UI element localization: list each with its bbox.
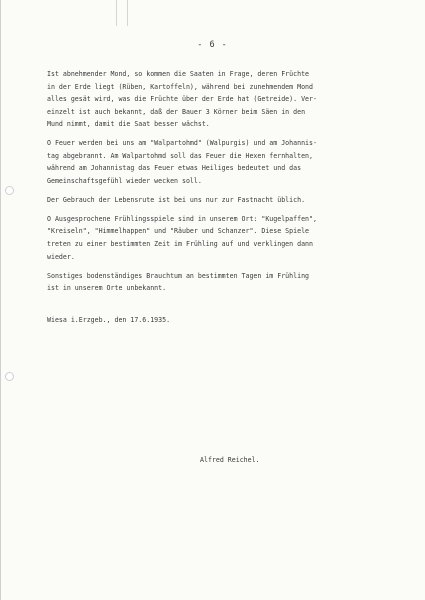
text-line: O Feuer werden bei uns am "Walpartohmd" (Walpurgis) und am Johannis- [47,139,317,148]
page-number: - 6 - [197,40,228,50]
document-body [47,68,387,333]
fold-mark-right [127,0,128,26]
paragraph-lebensrute [47,194,387,207]
page-left-edge [0,0,1,600]
text-line: tag abgebrannt. Am Walpartohmd soll das Feuer die Hexen fernhalten, [47,151,313,160]
fold-mark-left [116,0,117,26]
text-line: Gemeinschaftsgefühl wieder wecken soll. [47,177,202,186]
text-line: ist in unserem Orte unbekannt. [47,284,167,293]
text-line: in der Erde liegt (Rüben, Kartoffeln), während bei zunehmendem Mond [47,82,313,91]
text-line: Ist abnehmender Mond, so kommen die Saaten in Frage, deren Früchte [47,70,310,78]
text-line: alles gesät wird, was die Früchte über der Erde hat (Getreide). Ver- [47,95,317,104]
text-line: während am Johannistag das Feuer etwas Heiliges bedeutet und das [47,164,302,173]
text-line: Mund nimmt, damit die Saat besser wächst. [47,120,210,129]
paragraph-moon-sowing [47,68,387,131]
paragraph-spring-games [47,213,387,263]
text-line: O Ausgesprochene Frühlingsspiele sind in unserem Ort: "Kugelpaffen", [47,214,317,223]
place-date: Wiesa i.Erzgeb., den 17.6.1935. [47,315,171,324]
paragraph-customs [47,270,387,295]
text-line: einzelt ist auch bekannt, daß der Bauer 3 Körner beim Säen in den [47,107,306,116]
paragraph-fires [47,137,387,187]
punch-hole-bottom [5,372,14,381]
text-line: wieder. [47,252,75,261]
text-line: Der Gebrauch der Lebensrute ist bei uns nur zur Fastnacht üblich. [47,195,306,204]
signature: Alfred Reichel. [200,456,260,464]
text-line: "Kreiseln", "Himmelhappen" und "Räuber und Schanzer". Diese Spiele [47,227,310,236]
punch-hole-top [5,186,14,195]
text-line: Sonstiges bodenständiges Brauchtum an bestimmten Tagen im Frühling [47,271,310,280]
text-line: treten zu einer bestimmten Zeit im Frühling auf und verklingen dann [47,240,313,249]
